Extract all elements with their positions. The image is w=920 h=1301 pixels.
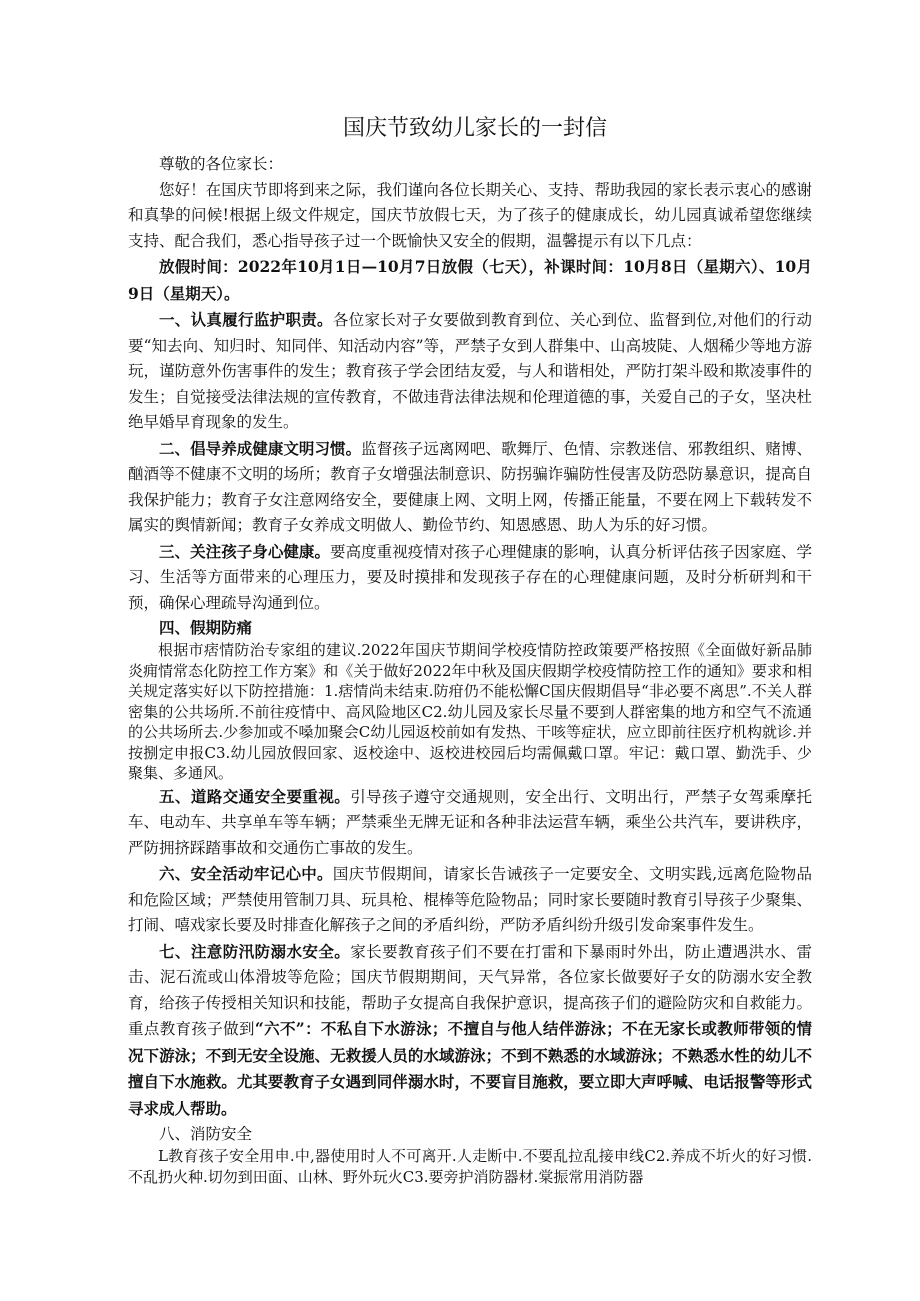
section-1-heading: 一、认真履行监护职责。 (159, 310, 333, 329)
section-2-heading: 二、倡导养成健康文明习惯。 (159, 438, 362, 458)
section-5 (128, 784, 812, 862)
section-3-heading: 三、关注孩子身心健康。 (159, 541, 331, 561)
section-8-heading: 八、消防安全 (159, 1125, 253, 1143)
section-3 (128, 539, 812, 617)
section-7-body: 家长要教育孩子们不要在打雷和下暴雨时外出，防止遭遇洪水、雷击、泥石流或山体滑坡等危险；国庆节假期期间，天气异常，各位家长做要好子女的防溺水安全教育，给孩子传授相关知识和技能，帮助子女提高自我保护意识，提高孩子们的避险防灾和自救能力。重点教育孩子做到 (128, 942, 812, 1038)
section-2 (128, 436, 812, 539)
section-8-body: L教育孩子安全用申.中,器使用时人不可离开.人走断中.不要乱拉乱接申线C2.养成不圻火的好习惯.不乱扔火种.切勿到田面、山林、野外玩火C3.要旁护消防器材.棠振常用消防器 (128, 1147, 812, 1186)
section-5-heading: 五、道路交通安全要重视。 (159, 786, 351, 806)
section-7-heading: 七、注意防汛防溺水安全。 (159, 941, 351, 961)
section-8-heading-line (128, 1122, 812, 1146)
section-7 (128, 939, 812, 1123)
section-4-heading-line (128, 616, 812, 640)
letter-title: 国庆节致幼儿家长的一封信 (342, 116, 607, 141)
section-5-body: 引导孩子遵守交通规则，安全出行、文明出行，严禁子女驾乘摩托车、电动车、共享单车等车辆；严禁乘坐无牌无证和各种非法运营车辆，乘坐公共汽车，要讲秩序，严防拥挤踩踏事故和交通伤亡事故的发生。 (128, 787, 812, 857)
section-2-body: 监督孩子远离网吧、歌舞厅、色情、宗教迷信、邪教组织、赌博、酗酒等不健康不文明的场所；教育子女增强法制意识、防拐骗诈骗防性侵害及防恐防暴意识，提高自我保护能力；教育子女注意网络安全，要健康上网、文明上网，传播正能量，不要在网上下载转发不属实的舆情新闻；教育子女养成文明做人、勤俭节约、知恩感恩、助人为乐的好习惯。 (128, 439, 812, 534)
holiday-schedule-text: 放假时间：2022年10月1日—10月7日放假（七天），补课时间：10月8日（星期六）、10月9日（星期天）。 (128, 257, 812, 303)
greeting: 尊敬的各位家长： (159, 155, 284, 173)
intro-paragraph: 您好！在国庆节即将到来之际，我们谨向各位长期关心、支持、帮助我园的家长表示衷心的感谢和真挚的问候!根据上级文件规定，国庆节放假七天，为了孩子的健康成长，幼儿园真诚希望您继续支持、配合我们，悉心指导孩子过一个既愉快又安全的假期，温馨提示有以下几点： (128, 180, 812, 250)
section-7-bold-rules: “六不”：不私自下水游泳；不擅自与他人结伴游泳；不在无家长或教师带领的情况下游泳；不到无安全设施、无救援人员的水域游泳；不到不熟悉的水域游泳；不熟悉水性的幼儿不擅自下水施救。尤其要教育子女遇到同伴溺水时，不要盲目施救，要立即大声呼喊、电话报警等形式寻求成人帮助。 (128, 1019, 812, 1118)
section-4-body: 根据市痞情防治专家组的建议.2022年国庆节期间学校疫情防控政策要严格按照《全面做好新品肺炎痈情常态化防控工作方案》和《关于做好2022年中秋及国庆假期学校疫情防控工作的通知》要求和相关规定落实好以下防控措施：1.痞情尚未结束.防疳仍不能松懈C国庆假期倡导“非必要不离思”.不关人群密集的公共场所.不前往疫情中、高风险地区C2.幼儿园及家长尽量不要到人群密集的地方和空气不流通的公共场所去.少参加或不嗓加聚会C幼儿园返校前如有发热、干咳等症状，应立即前往医疗机构就诊.并按捌定申报C3.幼儿园放假回家、返校途中、返校进校园后均需佩戴口罩。牢记：戴口罩、勤洗手、少聚集、多通风。 (128, 641, 812, 782)
section-6 (128, 861, 812, 939)
section-3-body: 要高度重视疫情对孩子心理健康的影响，认真分析评估孩子因家庭、学习、生活等方面带来的心理压力，要及时摸排和发现孩子存在的心理健康问题，及时分析研判和干预，确保心理疏导沟通到位。 (128, 542, 812, 612)
section-1 (128, 307, 812, 436)
section-6-heading: 六、安全活动牢记心中。 (159, 864, 333, 883)
holiday-schedule (128, 254, 812, 307)
section-1-body: 各位家长对子女要做到教育到位、关心到位、监督到位,对他们的行动要“知去向、知归时、知同伴、知活动内容”等，严禁子女到人群集中、山高坡陡、人烟稀少等地方游玩，谨防意外伤害事件的发生；教育孩子学会团结友爱，与人和谐相处，严防打架斗殴和欺凌事件的发生；自觉接受法律法规的宣传教育，不做违背法律法规和伦理道德的事，关爱自己的子女，坚决杜绝早婚早育现象的发生。 (128, 311, 812, 431)
section-6-body: 国庆节假期间，请家长告诫孩子一定要安全、文明实践,远离危险物品和危险区域；严禁使用管制刀具、玩具枪、棍棒等危险物品；同时家长要随时教育引导孩子少聚集、打闹、嘻戏家长要及时排查化解孩子之间的矛盾纠纷，严防矛盾纠纷升级引发命案事件发生。 (128, 865, 812, 934)
section-4-heading: 四、假期防痛 (159, 618, 253, 637)
